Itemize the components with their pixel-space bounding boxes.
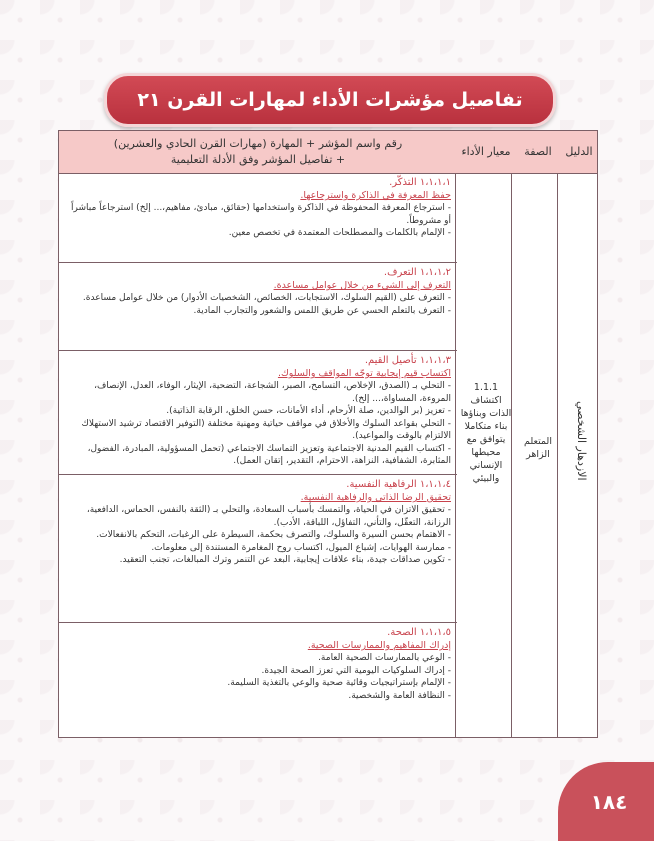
row-item: - الإلمام بالكلمات والمصطلحات المعتمدة في تخصص معين. <box>65 227 451 240</box>
indicator-row <box>59 623 457 736</box>
row-item: - التعرف على (القيم السلوك، الاستجابات، الخصائص، الشخصيات الأدوار) من خلال عوامل مساعدة. <box>65 292 451 305</box>
indicator-rows <box>59 173 456 736</box>
indicator-row <box>59 263 457 351</box>
row-item: - إدراك السلوكيات اليومية التي تعزز الصحة الجيدة. <box>65 665 451 678</box>
row-item: - ممارسة الهوايات، إشباع الميول، اكتساب روح المغامرة المستندة إلى معلومات. <box>65 542 451 555</box>
row-item: - اكتساب القيم المدنية الاجتماعية وتعزيز التماسك الاجتماعي (تحمل المسؤولية، المبادرة، الفضول، المثابرة، الشفافية، النزاهة، الاحترام، التقدير، إتقان العمل). <box>65 443 451 468</box>
header-attribute-label: الصفة <box>524 145 552 158</box>
title-banner <box>104 73 556 127</box>
page-number: ١٨٤ <box>590 790 628 814</box>
row-item: - الإلمام بإستراتيجيات وقائية صحية والوعي بالتغذية السليمة. <box>65 677 451 690</box>
row-subtitle: التعرف إلى الشيء من خلال عوامل مساعدة. <box>273 280 451 291</box>
row-item: - تكوين صداقات جيدة، بناء علاقات إيجابية، البعد عن التنمر وترك المبالغات، تجنب التعقيد. <box>65 554 451 567</box>
header-indicator-line1: رقم واسم المؤشر + المهارة (مهارات القرن الحادي والعشرين) <box>113 137 403 150</box>
row-item: - تعزيز (بر الوالدين، صلة الأرحام، أداء الأمانات، حسن الخلق، الرقابة الذاتية). <box>65 405 451 418</box>
indicators-table <box>58 130 598 738</box>
row-number: ١،١،١،١ التذكّر. <box>389 177 451 188</box>
header-guide <box>561 131 597 174</box>
page-title: تفاصيل مؤشرات الأداء لمهارات القرن ٢١ <box>137 89 523 111</box>
row-number: ١،١،١،٥ الصحة. <box>387 627 451 638</box>
header-indicator <box>58 131 457 174</box>
row-subtitle: حفظ المعرفة في الذاكرة واسترجاعها. <box>300 190 451 201</box>
header-attribute <box>514 131 561 174</box>
indicator-row <box>59 351 457 475</box>
row-item: - التحلي بـ (الصدق، الإخلاص، التسامح، الصبر، الشجاعة، التضحية، الإيثار، الوفاء، العدل، الإنصاف، المروءة، المساواة،... إلخ). <box>65 380 451 405</box>
row-subtitle: إدراك المفاهيم والممارسات الصحية. <box>307 640 451 651</box>
indicator-row <box>59 475 457 623</box>
row-item: - النظافة العامة والشخصية. <box>65 690 451 703</box>
row-number: ١،١،١،٣ تأصيل القيم. <box>364 355 451 366</box>
standard-value: 1.1.1 اكتشاف الذات وبناؤها بناء متكاملا يتوافق مع محيطها الإنساني والبيئي <box>460 382 512 484</box>
row-item: - تحقيق الاتزان في الحياة، والتمسك بأسباب السعادة، والتحلي بـ (الثقة بالنفس، الحماس، الدافعية، الرزانة، التعقّل، والتأني، التفاؤل، اللباقة، الأدب). <box>65 504 451 529</box>
row-item: - استرجاع المعرفة المحفوظة في الذاكرة واستخدامها (حقائق، مبادئ، مفاهيم،... إلخ) استرجاعاً مباشراً أو مشروطاً. <box>65 202 451 227</box>
row-number: ١،١،١،٤ الرفاهية النفسية. <box>346 479 451 490</box>
header-indicator-line2: + تفاصيل المؤشر وفق الأدلة التعليمية <box>170 153 346 166</box>
row-number: ١،١،١،٢ التعرف. <box>383 267 451 278</box>
row-subtitle: تحقيق الرضا الذاتي والرفاهية النفسية. <box>300 492 451 503</box>
row-item: - الاهتمام بحسن السيرة والسلوك، والتصرف بحكمة، السيطرة على الرغبات، التحكم بالانفعالات. <box>65 529 451 542</box>
guide-value: الازدهار الشخصي <box>575 401 588 481</box>
attribute-value: المتعلم الزاهر <box>524 436 552 460</box>
indicator-row <box>59 173 457 263</box>
row-item: - التحلي بقواعد السلوك والأخلاق في مواقف حياتية ومهنية مختلفة (التوفير الاقتصاد ترشيد الاستهلاك الالتزام بالوقت والمواعيد). <box>65 418 451 443</box>
header-standard <box>456 131 515 174</box>
header-guide-label: الدليل <box>565 145 593 158</box>
row-item: - الوعي بالممارسات الصحية العامة. <box>65 652 451 665</box>
header-standard-label: معيار الأداء <box>461 145 511 158</box>
row-subtitle: اكتساب قيم إيجابية توجّه المواقف والسلوك. <box>277 368 451 379</box>
row-item: - التعرف بالتعلم الحسي عن طريق اللمس والشعور والتجارب المادية. <box>65 305 451 318</box>
